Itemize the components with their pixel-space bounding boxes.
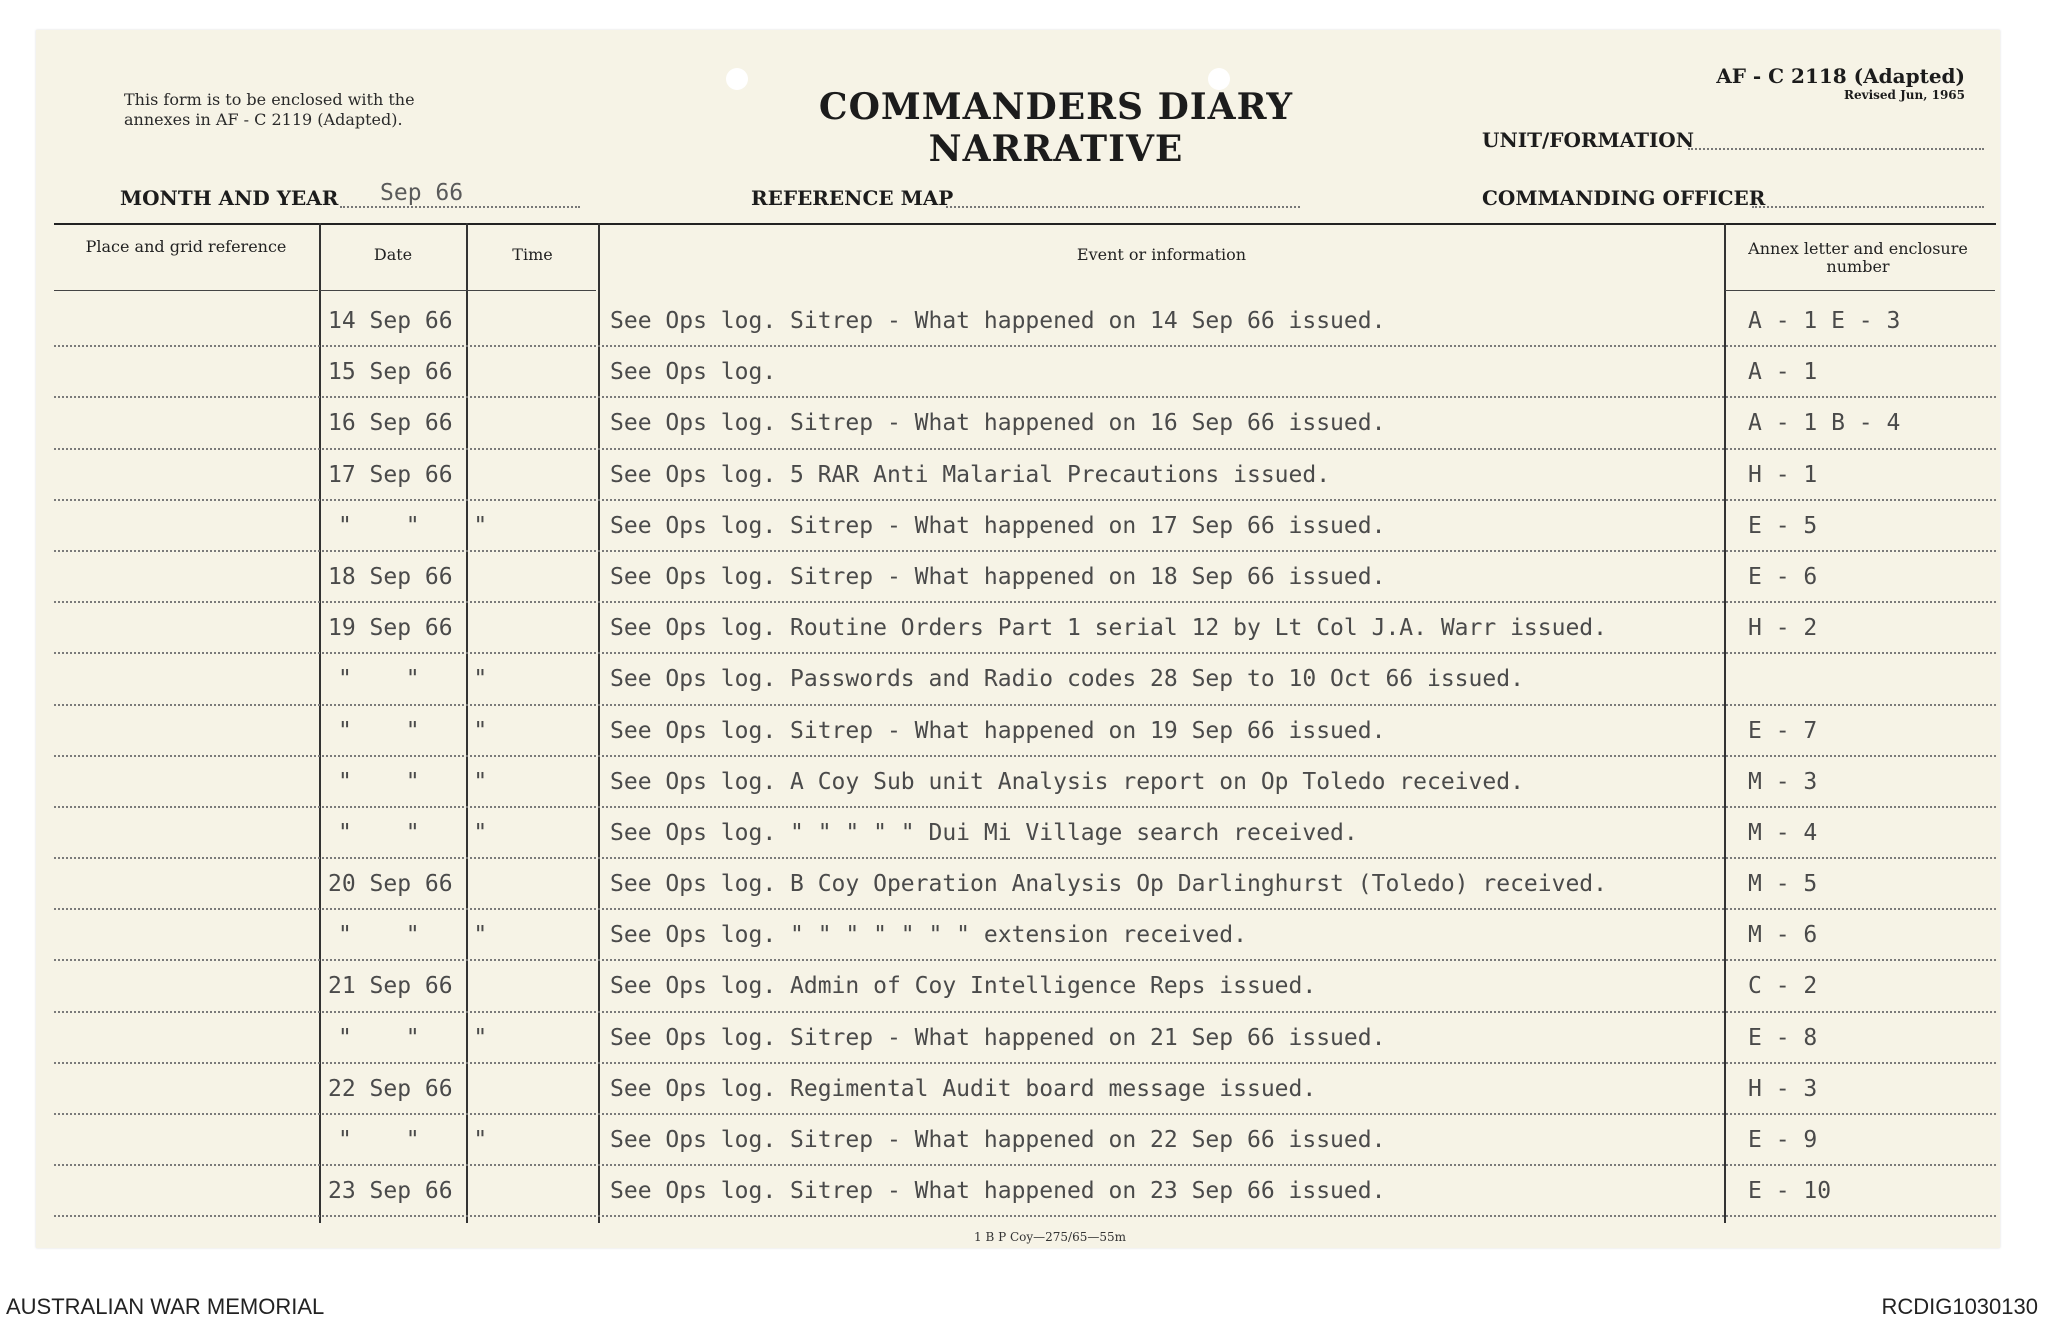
entry-event: See Ops log. 5 RAR Anti Malarial Precautions issued.	[610, 461, 1331, 488]
table-row	[54, 859, 1996, 910]
column-header-annex: Annex letter and enclosure number	[1748, 239, 1968, 276]
entry-event: See Ops log. Sitrep - What happened on 23 Sep 66 issued.	[610, 1178, 1386, 1205]
entry-event: See Ops log. A Coy Sub unit Analysis report on Op Toledo received.	[610, 768, 1524, 795]
diary-page	[36, 30, 2000, 1248]
table-row	[54, 1166, 1996, 1217]
entry-event: See Ops log. Admin of Coy Intelligence Reps issued.	[610, 973, 1317, 1000]
column-header-place: Place and grid reference	[85, 237, 287, 256]
commanding-officer-label: COMMANDING OFFICER	[1482, 186, 1766, 210]
form-number: AF - C 2118 (Adapted)	[1716, 64, 1965, 88]
unit-formation-line	[1688, 148, 1984, 150]
table-row	[54, 501, 1996, 552]
entry-date: 17 Sep 66	[328, 461, 453, 488]
table-row	[54, 910, 1996, 961]
reference-map-line	[946, 206, 1300, 208]
entry-event: See Ops log. Routine Orders Part 1 serial 12 by Lt Col J.A. Warr issued.	[610, 615, 1607, 642]
entry-event: See Ops log. " " " " " " " extension received.	[610, 922, 1247, 949]
entry-date: 23 Sep 66	[328, 1178, 453, 1205]
entry-annex: M - 4	[1748, 819, 1818, 846]
entry-date-ditto: " " "	[338, 922, 508, 949]
entry-date-ditto: " " "	[338, 819, 508, 846]
entry-annex: H - 3	[1748, 1075, 1818, 1102]
month-year-line	[340, 206, 580, 208]
table-row	[54, 296, 1996, 347]
column-header-time: Time	[512, 245, 553, 264]
entry-date-ditto: " " "	[338, 666, 508, 693]
revision-date: Revised Jun, 1965	[1844, 88, 1965, 102]
printer-mark: 1 B P Coy—275/65—55m	[974, 1230, 1127, 1244]
table-row	[54, 961, 1996, 1012]
entry-event: See Ops log. Sitrep - What happened on 16 Sep 66 issued.	[610, 410, 1386, 437]
entry-date: 19 Sep 66	[328, 615, 453, 642]
table-row	[54, 552, 1996, 603]
entry-annex: E - 6	[1748, 563, 1818, 590]
reference-map-label: REFERENCE MAP	[751, 186, 954, 210]
entry-date-ditto: " " "	[338, 512, 508, 539]
entry-annex: M - 5	[1748, 871, 1818, 898]
table-row	[54, 603, 1996, 654]
entry-date: 16 Sep 66	[328, 410, 453, 437]
column-header-date: Date	[373, 245, 413, 264]
header-rule	[320, 290, 596, 291]
table-row	[54, 706, 1996, 757]
entry-date-ditto: " " "	[338, 1127, 508, 1153]
entry-annex: M - 3	[1748, 768, 1818, 795]
month-year-value: Sep 66	[380, 180, 464, 206]
entry-annex: M - 6	[1748, 922, 1818, 949]
enclosure-instruction: This form is to be enclosed with the annexes in AF - C 2119 (Adapted).	[124, 90, 415, 129]
entry-event: See Ops log. Sitrep - What happened on 21 Sep 66 issued.	[610, 1024, 1386, 1051]
entry-date: 18 Sep 66	[328, 563, 453, 590]
entry-date: 21 Sep 66	[328, 973, 453, 1000]
table-row	[54, 1013, 1996, 1064]
header-rule	[1725, 290, 1995, 291]
entry-annex: E - 7	[1748, 717, 1818, 744]
column-header-event: Event or information	[1076, 245, 1247, 264]
entry-event: See Ops log. Sitrep - What happened on 14 Sep 66 issued.	[610, 308, 1386, 334]
entry-event: See Ops log. Sitrep - What happened on 19 Sep 66 issued.	[610, 717, 1386, 744]
entry-date-ditto: " " "	[338, 717, 508, 744]
form-number-block	[1716, 64, 1965, 102]
entry-date-ditto: " " "	[338, 768, 508, 795]
entry-annex: A - 1	[1748, 359, 1818, 386]
entry-event: See Ops log. Sitrep - What happened on 22 Sep 66 issued.	[610, 1127, 1386, 1153]
form-title: COMMANDERS DIARY NARRATIVE	[818, 86, 1294, 170]
entry-annex: A - 1 E - 3	[1748, 308, 1901, 334]
entry-event: See Ops log. Regimental Audit board message issued.	[610, 1075, 1317, 1102]
entry-date-ditto: " " "	[338, 1024, 508, 1051]
table-row	[54, 654, 1996, 705]
entry-date: 20 Sep 66	[328, 871, 453, 898]
month-year-label: MONTH AND YEAR	[120, 186, 339, 210]
unit-formation-label: UNIT/FORMATION	[1482, 128, 1695, 152]
entry-annex: E - 5	[1748, 512, 1818, 539]
entry-event: See Ops log. Sitrep - What happened on 18 Sep 66 issued.	[610, 563, 1386, 590]
entry-event: See Ops log. " " " " " Dui Mi Village search received.	[610, 819, 1358, 846]
archive-reference: RCDIG1030130	[1881, 1294, 2038, 1319]
entry-annex: E - 9	[1748, 1127, 1818, 1153]
header-rule	[54, 290, 318, 291]
entry-date: 14 Sep 66	[328, 308, 453, 334]
table-top-rule	[54, 223, 1996, 225]
archive-credit: AUSTRALIAN WAR MEMORIAL	[6, 1294, 325, 1319]
entry-date: 22 Sep 66	[328, 1075, 453, 1102]
table-row	[54, 398, 1996, 449]
table-row	[54, 1115, 1996, 1166]
entry-annex: H - 1	[1748, 461, 1818, 488]
table-row	[54, 450, 1996, 501]
table-row	[54, 1064, 1996, 1115]
commanding-officer-line	[1752, 206, 1984, 208]
entry-annex: E - 8	[1748, 1024, 1818, 1051]
entry-event: See Ops log.	[610, 359, 777, 386]
entry-event: See Ops log. B Coy Operation Analysis Op Darlinghurst (Toledo) received.	[610, 871, 1607, 898]
table-row	[54, 347, 1996, 398]
entry-event: See Ops log. Sitrep - What happened on 17 Sep 66 issued.	[610, 512, 1386, 539]
entry-annex: C - 2	[1748, 973, 1818, 1000]
entry-annex: A - 1 B - 4	[1748, 410, 1901, 437]
table-row	[54, 808, 1996, 859]
entry-annex: H - 2	[1748, 615, 1818, 642]
diary-entries	[54, 296, 1996, 1217]
entry-event: See Ops log. Passwords and Radio codes 28 Sep to 10 Oct 66 issued.	[610, 666, 1524, 693]
entry-date: 15 Sep 66	[328, 359, 453, 386]
table-row	[54, 757, 1996, 808]
entry-annex: E - 10	[1748, 1178, 1832, 1205]
